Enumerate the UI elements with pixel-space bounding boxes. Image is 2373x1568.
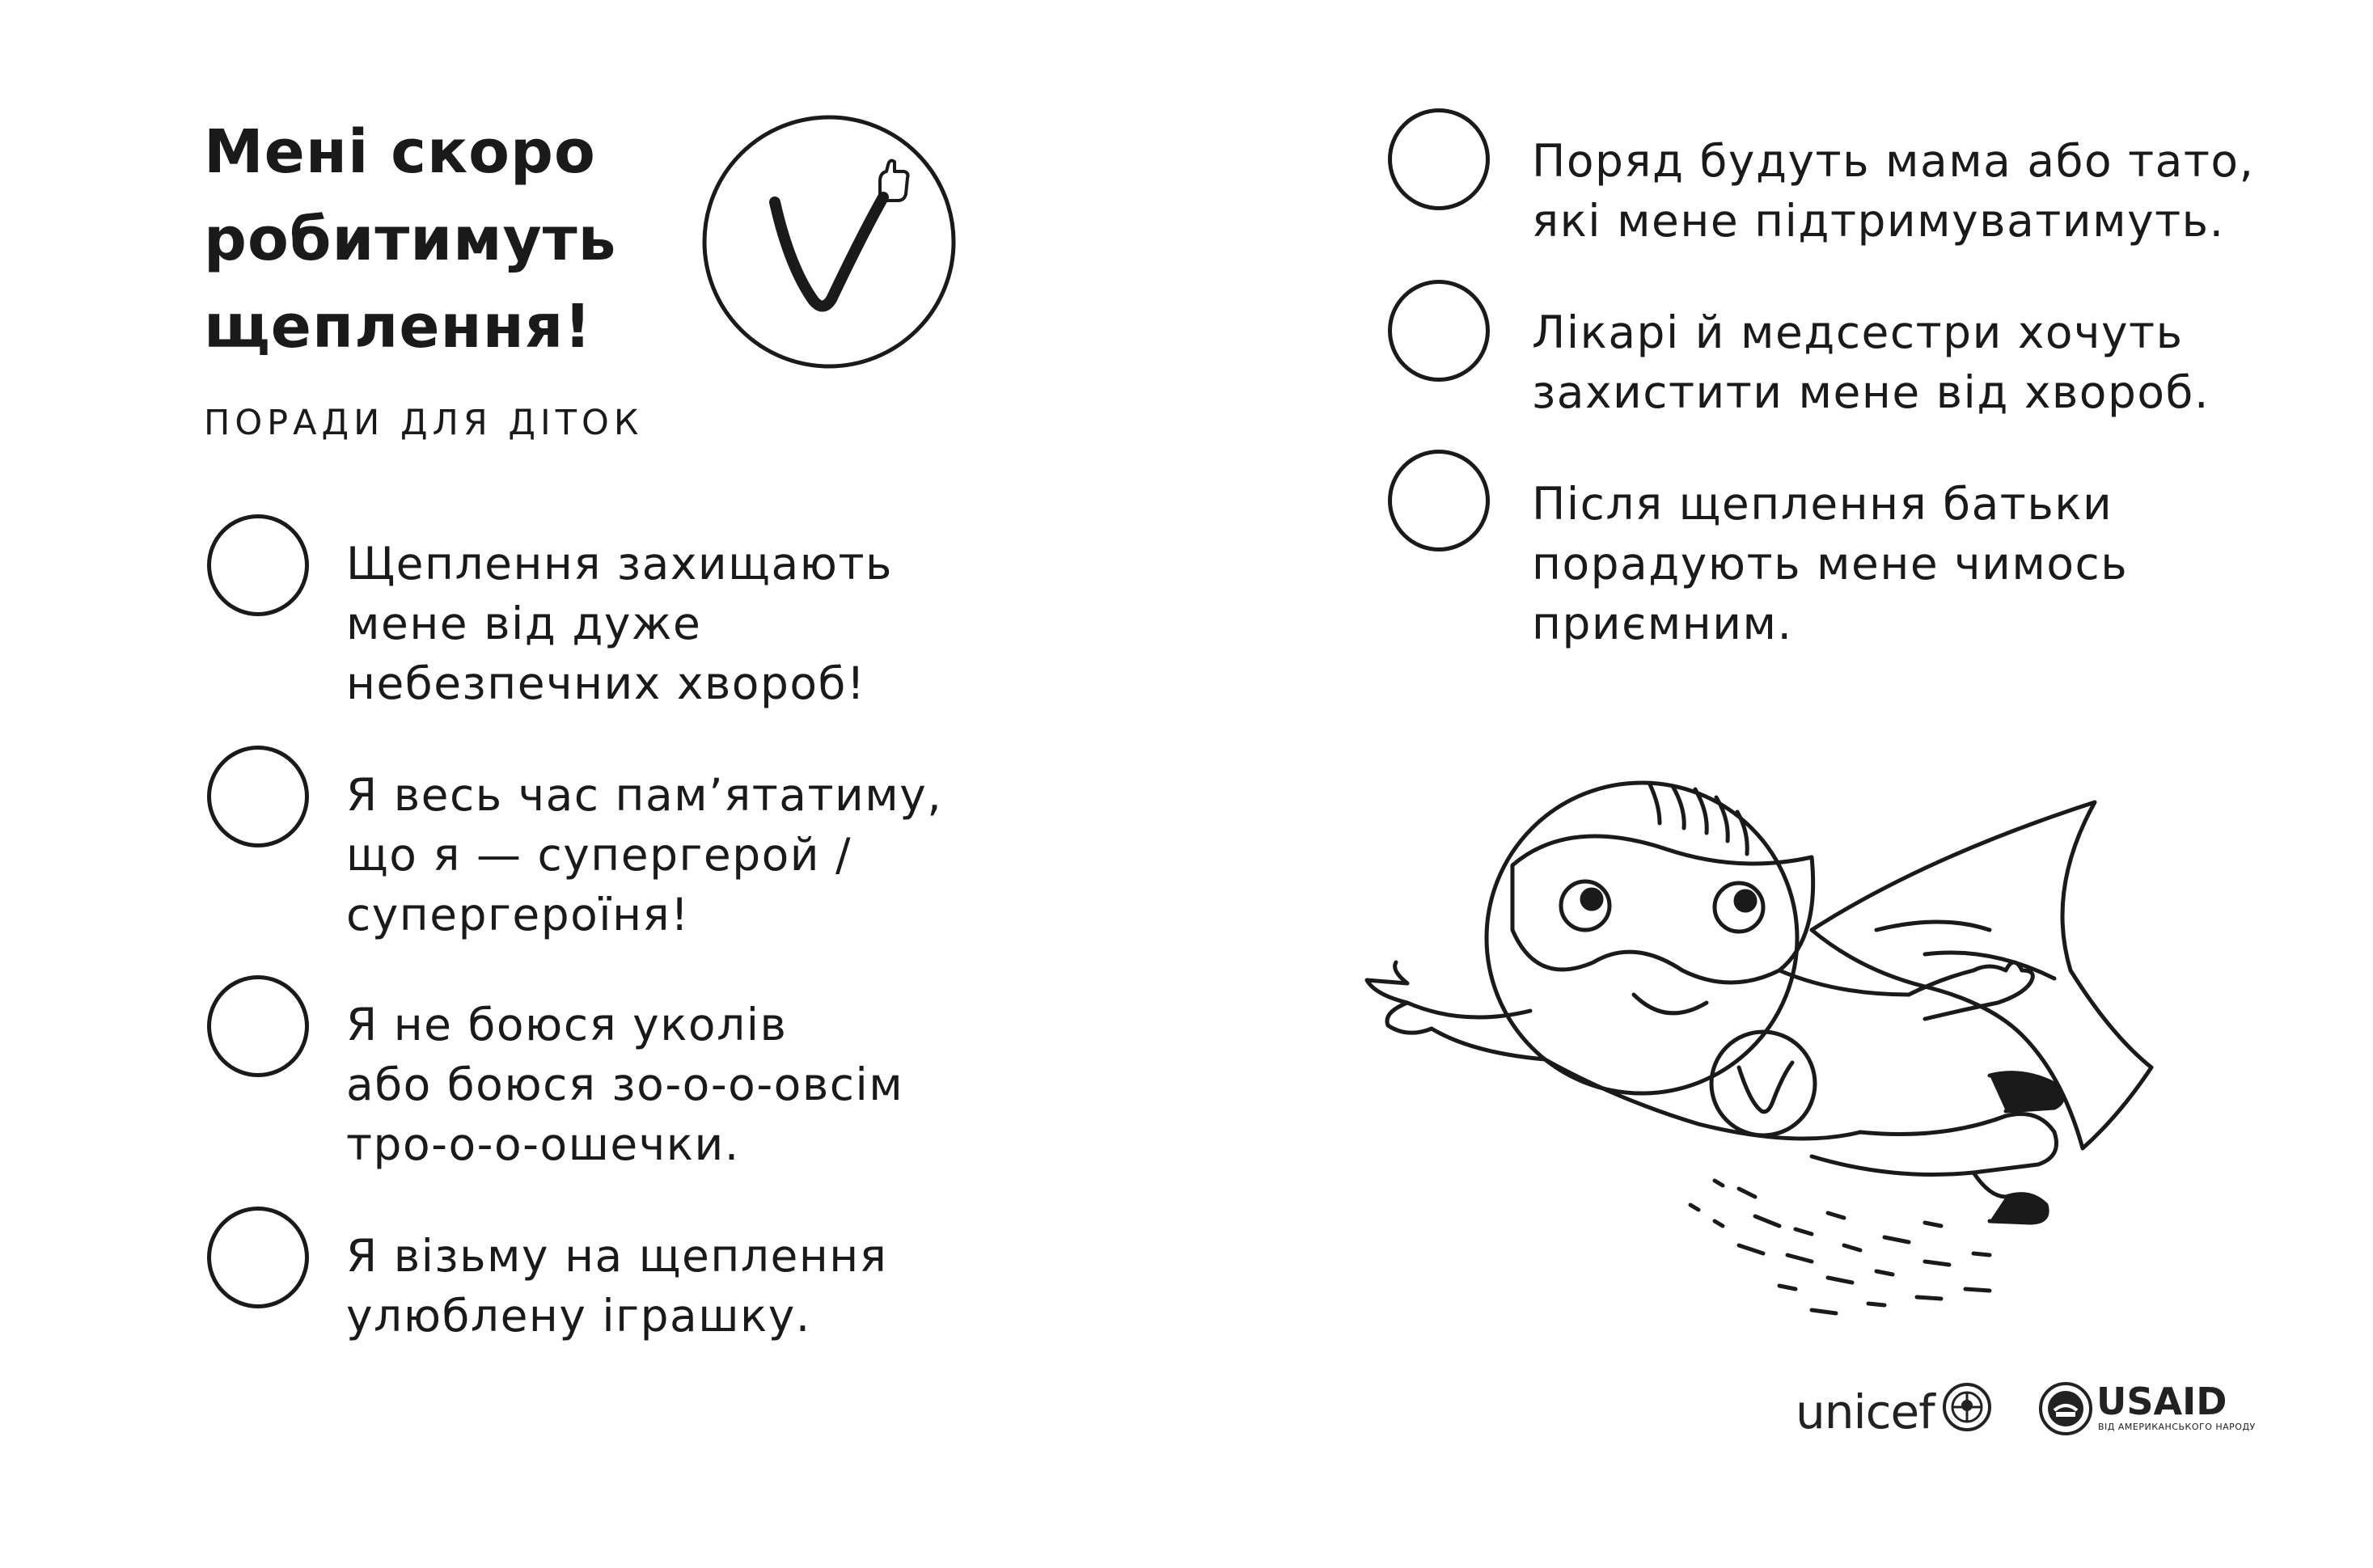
checkbox-circle[interactable]	[1388, 280, 1490, 382]
item-text	[1532, 131, 2255, 251]
item-line: Щеплення захищають	[346, 538, 893, 590]
page-subtitle: ПОРАДИ ДЛЯ ДІТОК	[204, 403, 644, 443]
item-line: Після щеплення батьки	[1532, 478, 2113, 530]
partner-logos	[1796, 1375, 2256, 1448]
item-text	[1532, 474, 2128, 653]
item-line: або боюся зо-о-о-овсім	[346, 1059, 904, 1110]
item-line: приємним.	[1532, 598, 1793, 649]
unicef-logo: unicef	[1796, 1384, 1935, 1439]
usaid-seal-icon	[2038, 1381, 2093, 1436]
item-text	[346, 1226, 887, 1346]
flying-superhero-illustration	[1359, 728, 2168, 1326]
item-text	[1532, 302, 2210, 422]
checkbox-circle[interactable]	[207, 1207, 309, 1308]
unicef-globe-icon	[1941, 1381, 1993, 1433]
checkbox-circle[interactable]	[207, 975, 309, 1077]
title-line-2: робитимуть	[204, 205, 617, 274]
item-line: порадують мене чимось	[1532, 538, 2129, 590]
title-line-1: Мені скоро	[204, 117, 596, 187]
checkbox-circle[interactable]	[1388, 108, 1490, 210]
usaid-logo: USAID	[2096, 1380, 2227, 1423]
item-line: супергероїня!	[346, 889, 690, 940]
item-line: що я — супергерой /	[346, 829, 852, 881]
checkbox-circle[interactable]	[207, 514, 309, 616]
item-line: улюблену іграшку.	[346, 1290, 811, 1342]
item-line: захистити мене від хвороб.	[1532, 366, 2210, 418]
title-line-3: щеплення!	[204, 292, 593, 361]
page-title	[204, 108, 721, 370]
item-text	[346, 995, 903, 1174]
checkbox-circle[interactable]	[1388, 450, 1490, 552]
item-text	[346, 534, 893, 713]
item-line: які мене підтримуватимуть.	[1532, 195, 2225, 247]
usaid-tagline: ВІД АМЕРИКАНСЬКОГО НАРОДУ	[2098, 1422, 2256, 1432]
v-thumbs-up-logo-icon	[700, 113, 958, 370]
item-line: Лікарі й медсестри хочуть	[1532, 306, 2184, 358]
item-line: Я візьму на щеплення	[346, 1230, 888, 1282]
item-line: мене від дуже	[346, 598, 702, 649]
item-line: тро-о-о-ошечки.	[346, 1118, 740, 1170]
item-line: небезпечних хвороб!	[346, 657, 866, 709]
checkbox-circle[interactable]	[207, 746, 309, 847]
item-line: Я не боюся уколів	[346, 999, 788, 1050]
item-line: Я весь час пам’ятатиму,	[346, 769, 943, 821]
item-text	[346, 765, 942, 945]
item-line: Поряд будуть мама або тато,	[1532, 135, 2255, 187]
